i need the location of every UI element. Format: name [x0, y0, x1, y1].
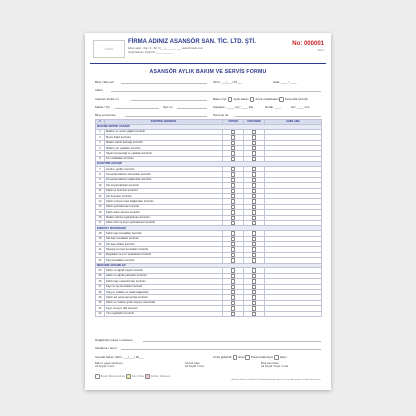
section-title: ELEKTRİK AKSAMI [96, 162, 322, 167]
yapildi-checkbox[interactable] [231, 253, 235, 257]
section-title: EMNİYET SİSTEMLERİ [96, 226, 322, 231]
yapildi-checkbox[interactable] [231, 247, 235, 251]
yapilmadi-checkbox[interactable] [252, 274, 256, 278]
yapildi-checkbox[interactable] [231, 178, 235, 182]
checklist-body [96, 124, 322, 316]
yapilmadi-checkbox[interactable] [252, 290, 256, 294]
item-text: Kat sinyal kabloları kontrolü [105, 183, 223, 188]
company-tax: Vergi Dairesi / Vergi No: ___________ [128, 51, 173, 54]
item-number: 8 [96, 172, 105, 177]
item-text: Kabin üstü ve kuyu aydınlatması kontrolü [105, 220, 223, 225]
item-number: 6 [96, 156, 105, 161]
company-name: FİRMA ADINIZ ASANSÖR SAN. TİC. LTD. ŞTİ. [128, 39, 256, 45]
checkbox-ariza[interactable] [250, 97, 255, 102]
col-header-yapilmadi: YAPILMADI [244, 120, 265, 125]
aciklama-line[interactable] [121, 349, 321, 350]
yapildi-checkbox[interactable] [231, 146, 235, 150]
yapildi-checkbox[interactable] [231, 312, 235, 316]
yapilmadi-checkbox[interactable] [252, 237, 256, 241]
section-title: MAKİNE MOTOR AKSAMI [96, 124, 322, 129]
item-number: 2 [96, 135, 105, 140]
field-adres: Adres [95, 88, 103, 92]
yapilmadi-cell [244, 311, 265, 316]
yapilmadi-checkbox[interactable] [252, 130, 256, 134]
col-header-aciklama: AÇIKLAMA [265, 120, 322, 125]
yapilmadi-checkbox[interactable] [252, 172, 256, 176]
item-text: Saptırma kasnağı ve yatakları kontrolü [105, 151, 223, 156]
item-text: Kat kapı kontakları kontrolü [105, 236, 223, 241]
item-number: 11 [96, 188, 105, 193]
degisen-parca-line[interactable] [143, 341, 321, 342]
item-number: 3 [96, 140, 105, 145]
item-number: 30 [96, 300, 105, 305]
item-number: 7 [96, 167, 105, 172]
ariza-giderildi: Arıza giderildi: Evet Parça bekleniyor Hayır [213, 355, 287, 360]
yapilmadi-checkbox[interactable] [252, 247, 256, 251]
signature-controller[interactable]: Kontrol eden Ad Soyad / İmza [185, 362, 205, 368]
yapilmadi-checkbox[interactable] [252, 205, 256, 209]
yapilmadi-checkbox[interactable] [252, 242, 256, 246]
yapilmadi-checkbox[interactable] [252, 231, 256, 235]
yapilmadi-checkbox[interactable] [252, 301, 256, 305]
checkbox-aylik[interactable] [228, 97, 233, 102]
field-adres-line[interactable] [111, 91, 321, 92]
yapilmadi-checkbox[interactable] [252, 189, 256, 193]
aciklama-label: Açıklama / öneri [95, 346, 117, 350]
yapildi-checkbox[interactable] [231, 199, 235, 203]
field-durak[interactable]: Durak: ____ [265, 105, 282, 109]
footer: Beyaz: Bina sorumlusu Sarı: Firma Pembe: Teknisyen [95, 374, 321, 379]
yapildi-checkbox[interactable] [231, 258, 235, 262]
item-text: Kumanda tablosu bağlantıları kontrolü [105, 177, 223, 182]
yapildi-checkbox[interactable] [231, 189, 235, 193]
field-marka-line[interactable] [115, 108, 159, 109]
document-number: No: 000001 [292, 41, 324, 47]
item-text: Makine tahrik kasnağı kontrolü [105, 140, 223, 145]
item-number: 13 [96, 199, 105, 204]
checkbox-evet[interactable] [233, 355, 238, 360]
signature-technician[interactable]: Bakımı yapan teknisyen Ad Soyad / İmza [95, 362, 123, 368]
field-marka: Marka / Tip [95, 105, 110, 109]
yapildi-checkbox[interactable] [231, 167, 235, 171]
yapildi-checkbox[interactable] [231, 210, 235, 214]
yapildi-checkbox[interactable] [231, 242, 235, 246]
item-text: Kabin alarm butonu kontrolü [105, 210, 223, 215]
item-number: 5 [96, 151, 105, 156]
item-text: Kabin kapı kontakları kontrolü [105, 231, 223, 236]
item-number: 19 [96, 236, 105, 241]
aciklama-cell[interactable] [265, 311, 322, 316]
item-text: Regülatör ve sınır anahtarları kontrolü [105, 252, 223, 257]
item-number: 26 [96, 279, 105, 284]
item-number: 28 [96, 290, 105, 295]
header-divider [90, 63, 326, 64]
yapildi-checkbox[interactable] [231, 268, 235, 272]
checkbox-parca-bekleniyor[interactable] [245, 355, 250, 360]
yapilmadi-checkbox[interactable] [252, 221, 256, 225]
item-text: Fren balataları kontrolü [105, 156, 223, 161]
item-number: 20 [96, 241, 105, 246]
field-saat[interactable]: Saat: ____ / ____ [273, 80, 297, 84]
yapilmadi-checkbox[interactable] [252, 306, 256, 310]
checklist-table [95, 119, 322, 317]
yapildi-checkbox[interactable] [231, 295, 235, 299]
sonraki-bakim[interactable]: Sonraki bakım tarihi: ___/___/ 20___ [95, 355, 145, 359]
yapilmadi-checkbox[interactable] [252, 183, 256, 187]
section-title: MEKANİK AKSAMLAR [96, 263, 322, 268]
field-seri-no: Seri no [163, 105, 173, 109]
yapilmadi-checkbox[interactable] [252, 210, 256, 214]
item-text: Kumanda tablosu elemanları kontrolü [105, 172, 223, 177]
series-label: Seri A [317, 49, 324, 52]
logo-placeholder: LOGO [93, 40, 125, 58]
yapildi-checkbox[interactable] [231, 183, 235, 187]
item-text: Kat butonları kontrolü [105, 193, 223, 198]
field-hiz[interactable]: Hız: ____ m/s [291, 105, 310, 109]
item-number: 21 [96, 247, 105, 252]
col-header-yapildi: YAPILDI [223, 120, 244, 125]
checkbox-periyodik[interactable] [279, 97, 284, 102]
col-header-kontrol: KONTROL MADDESİ [105, 120, 223, 125]
yapilmadi-checkbox[interactable] [252, 295, 256, 299]
yapildi-checkbox[interactable] [231, 279, 235, 283]
field-bina-line[interactable] [121, 83, 207, 84]
company-address: Adres satırı - Ilçe / İl - Tel: 0 (___) ___ ___ ___ www.firmaniz.com [128, 47, 204, 50]
item-text: Kabin altı parça tamponlar kontrolü [105, 295, 223, 300]
item-number: 15 [96, 210, 105, 215]
item-text: Taşıyıcı halatlar ve halat bağlantıları [105, 290, 223, 295]
yapildi-checkbox[interactable] [231, 221, 235, 225]
yapilmadi-checkbox[interactable] [252, 199, 256, 203]
item-number: 14 [96, 204, 105, 209]
item-number: 4 [96, 145, 105, 150]
yapildi-checkbox[interactable] [231, 172, 235, 176]
yapildi-checkbox[interactable] [231, 290, 235, 294]
item-number: 32 [96, 311, 105, 316]
bakim-tipi: Bakım tipi: Aylık bakım Arıza müdahalesi Periyodik hazırlık [213, 97, 308, 102]
item-text: Kat kapı kilitleri kontrolü [105, 241, 223, 246]
item-text: Gerilim, gerilim kontrolü [105, 167, 223, 172]
item-text: Motor dişlisi kontrolü [105, 135, 223, 140]
col-header-no: # [96, 120, 105, 125]
yapildi-checkbox[interactable] [231, 135, 235, 139]
item-text: Kabin ve makine grubu taşıyıcı elemanlar [105, 300, 223, 305]
item-text: Makine ve motor yağları kontrolü [105, 129, 223, 134]
yapildi-checkbox[interactable] [231, 141, 235, 145]
yapildi-checkbox[interactable] [231, 194, 235, 198]
field-bina-sorumlusu: Bina sorumlusu [95, 113, 116, 117]
field-asansor-kimlik: Asansör kimlik no [95, 97, 119, 101]
form-sheet [85, 33, 331, 390]
item-number: 25 [96, 273, 105, 278]
form-title: ASANSÖR AYLIK BAKIM VE SERVİS FORMU [149, 69, 267, 75]
yapildi-checkbox[interactable] [231, 237, 235, 241]
yapilmadi-checkbox[interactable] [252, 285, 256, 289]
yapilmadi-checkbox[interactable] [252, 167, 256, 171]
item-number: 23 [96, 258, 105, 263]
item-text: Kabin ve ağırlık rayları kontrolü [105, 268, 223, 273]
yapildi-checkbox[interactable] [231, 216, 235, 220]
yapildi-checkbox[interactable] [231, 306, 235, 310]
copy-yellow-swatch [126, 374, 131, 379]
item-text: Kabin revizyon kasi bağlantıları kontrolü [105, 199, 223, 204]
yapildi-checkbox[interactable] [231, 285, 235, 289]
yapilmadi-checkbox[interactable] [252, 157, 256, 161]
item-text: Kabin aydınlatması kontrolü [105, 204, 223, 209]
item-text: Stop kontakları kontrolü [105, 258, 223, 263]
item-number: 16 [96, 215, 105, 220]
signature-building-manager[interactable]: Bina sorumlusu Ad Soyad / Kaşe / İmza [261, 362, 289, 368]
checkbox-hayir[interactable] [274, 355, 279, 360]
field-seri-no-line[interactable] [177, 108, 207, 109]
item-number: 22 [96, 252, 105, 257]
yapilmadi-checkbox[interactable] [252, 178, 256, 182]
yapilmadi-checkbox[interactable] [252, 194, 256, 198]
yapilmadi-checkbox[interactable] [252, 135, 256, 139]
yapilmadi-checkbox[interactable] [252, 258, 256, 262]
yapilmadi-checkbox[interactable] [252, 216, 256, 220]
item-number: 12 [96, 193, 105, 198]
field-tarih[interactable]: Tarih: ___/___/ 20___ [213, 80, 243, 84]
yapilmadi-checkbox[interactable] [252, 312, 256, 316]
item-text: Kabin kapı mekanizması kontrolü [105, 279, 223, 284]
field-kapasite[interactable]: Kapasite: _____ kg / ____ kişi [213, 105, 254, 109]
item-text: Kapı ve ray konsolları kontrolü [105, 284, 223, 289]
yapildi-checkbox[interactable] [231, 151, 235, 155]
footer-note: Asansör bakımı ve Bakım Yönetmeliği gereği ayda en az bir defa yapılır ve kayıt altına alınır. [231, 379, 321, 381]
table-row [96, 311, 322, 316]
item-text: Yön regülatörü kontrolü [105, 311, 223, 316]
item-number: 1 [96, 129, 105, 134]
item-number: 27 [96, 284, 105, 289]
item-text: Paraşüt emniyet kontakları kontrolü [105, 247, 223, 252]
yapildi-checkbox[interactable] [231, 157, 235, 161]
item-number: 29 [96, 295, 105, 300]
yapildi-checkbox[interactable] [231, 231, 235, 235]
yapilmadi-checkbox[interactable] [252, 279, 256, 283]
yapildi-checkbox[interactable] [231, 130, 235, 134]
item-text: Kuyu ve kuyu dibi kontrolü [105, 306, 223, 311]
yapildi-checkbox[interactable] [231, 301, 235, 305]
item-text: Makine yer yatakları kontrolü [105, 145, 223, 150]
yapilmadi-checkbox[interactable] [252, 151, 256, 155]
yapildi-cell [223, 311, 244, 316]
item-number: 31 [96, 306, 105, 311]
yapildi-checkbox[interactable] [231, 205, 235, 209]
item-text: Kabin içi butonları kontrolü [105, 188, 223, 193]
header [90, 37, 326, 61]
field-asansor-kimlik-line[interactable] [131, 100, 207, 101]
yapildi-checkbox[interactable] [231, 274, 235, 278]
field-bina: Bina / Site adı [95, 80, 114, 84]
yapilmadi-checkbox[interactable] [252, 253, 256, 257]
field-bina-sorumlusu-line[interactable] [125, 116, 207, 117]
copy-pink-swatch [145, 374, 150, 379]
yapilmadi-checkbox[interactable] [252, 146, 256, 150]
yapilmadi-checkbox[interactable] [252, 141, 256, 145]
field-sorumlu-tel-line[interactable] [235, 116, 321, 117]
item-number: 9 [96, 177, 105, 182]
item-text: Makine dairesi aydınlatması kontrolü [105, 215, 223, 220]
item-number: 17 [96, 220, 105, 225]
field-sorumlu-tel: Sorumlu tel. [213, 113, 230, 117]
degisen-parca-label: Değiştirilen parça / malzeme [95, 338, 133, 342]
item-text: Kabin ve ağırlık pabuçları kontrolü [105, 273, 223, 278]
yapilmadi-checkbox[interactable] [252, 268, 256, 272]
item-number: 10 [96, 183, 105, 188]
item-number: 24 [96, 268, 105, 273]
item-number: 18 [96, 231, 105, 236]
copy-white-swatch [95, 374, 100, 379]
